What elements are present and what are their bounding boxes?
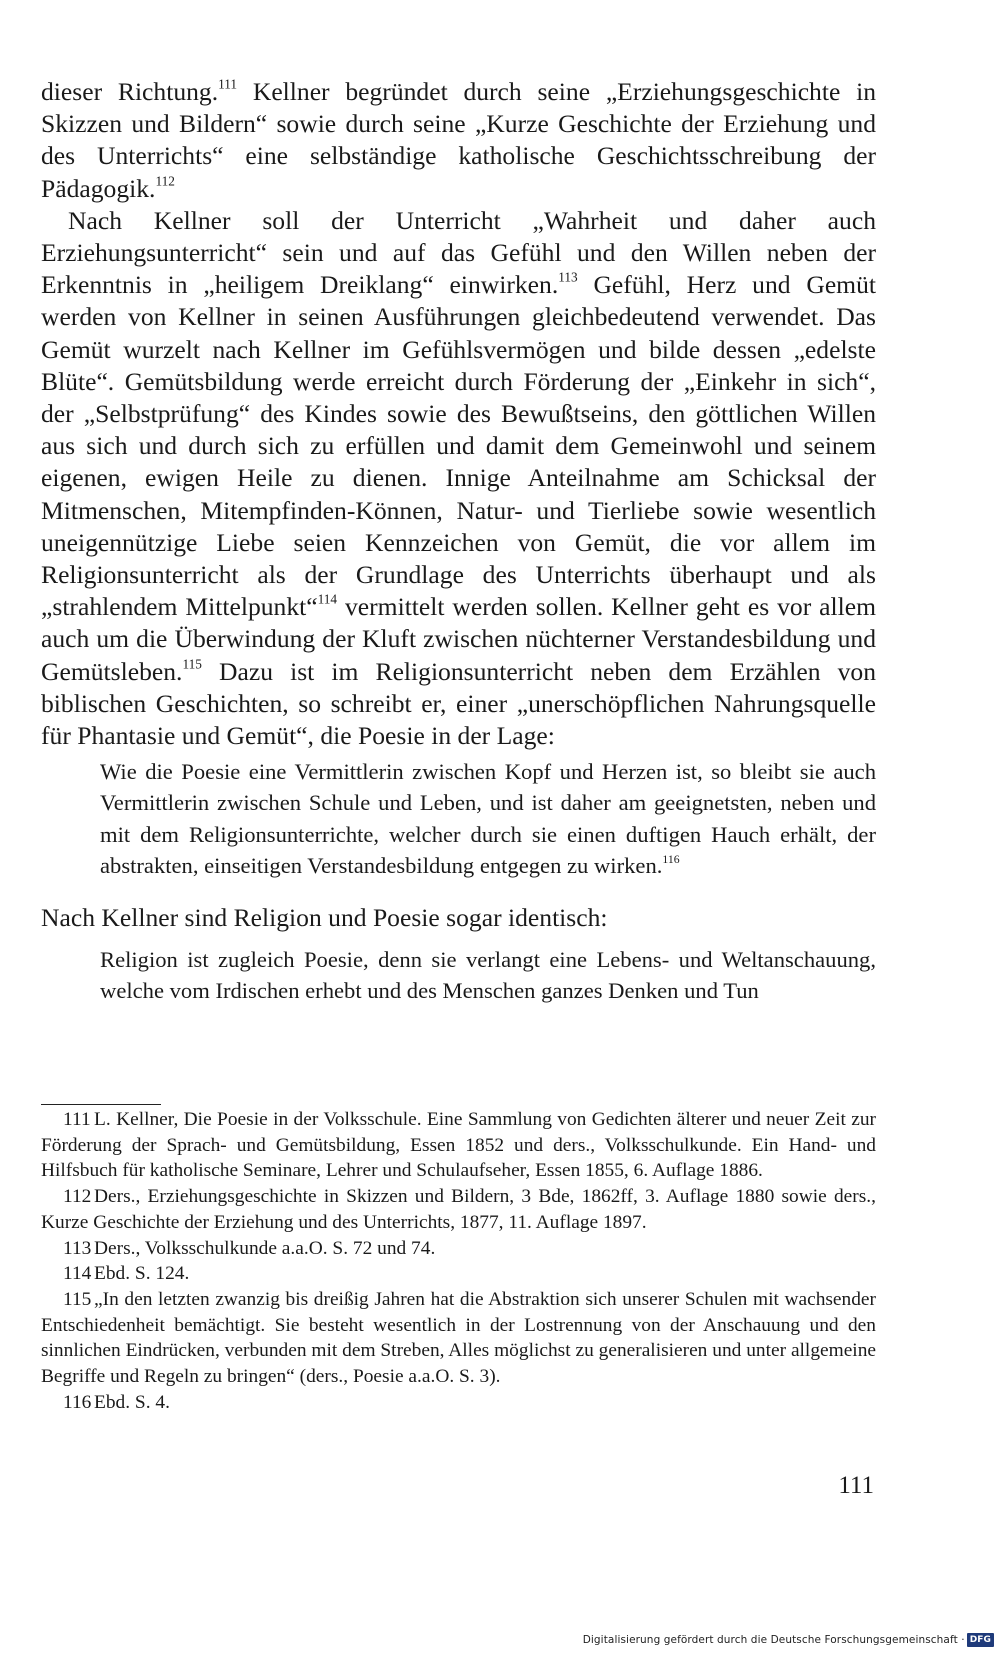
footnote [41,1261,876,1287]
footnote-ref-115: 115 [182,656,202,672]
credit-text: Digitalisierung gefördert durch die Deutsche Forschungsgemeinschaft · [582,1634,965,1646]
footnote-text: Ebd. S. 4. [94,1391,170,1413]
footnote-number: 116 [63,1391,92,1413]
footnote-ref-113: 113 [558,269,578,285]
footnote-separator [41,1104,161,1105]
footnote [41,1287,876,1390]
footnote-ref-116: 116 [662,852,680,866]
footnote-text: Ders., Erziehungsgeschichte in Skizzen und Bildern, 3 Bde, 1862ff, 3. Auflage 1880 sowie ders., Kurze Geschichte der Erziehung und des Unterrichts, 1877, 11. Auflage 1897. [41,1186,876,1233]
footnote-number: 113 [63,1237,92,1259]
footnote-text: Ebd. S. 124. [94,1263,190,1285]
paragraph-1: dieser Richtung.$^{111}$ Kellner begründet durch seine „Erziehungsgeschichte in Skizzen und Bildern“ sowie durch seine „Kurze Geschichte der Erziehung und des Unterrichts“ eine selbständige katholische Geschichtsschreibung der Pädagogik.$^{112}$ [41,76,876,203]
footnote-text: L. Kellner, Die Poesie in der Volksschule. Eine Sammlung von Gedichten älterer und neuer Zeit zur Förderung der Sprach- und Gemütsbildung, Essen 1852 und ders., Volksschulkunde. Ein Hand- und Hilfsbuch für katholische Seminare, Lehrer und Schulaufseher, Essen 1855, 6. Auflage 1886. [41,1109,876,1182]
footnote-number: 112 [63,1186,92,1208]
page-number: 111 [838,1472,874,1499]
paragraph-2: Nach Kellner soll der Unterricht „Wahrheit und daher auch Erziehungsunterricht“ sein und auf das Gefühl und den Willen neben der Erkenntnis in „heiligem Dreiklang“ einwirken.$^{113}$ Gefühl, Herz und Gemüt werden von Kellner in seinen Ausführungen gleichbedeutend verwendet. Das Gemüt wurzelt nach Kellner im Gefühlsvermögen und bilde dessen „edelste Blüte“. Gemütsbildung werde erreicht durch Förderung der „Einkehr in sich“, der „Selbstprüfung“ des Kindes sowie des Bewußtseins, den göttlichen Willen aus sich und durch sich zu erfüllen und damit dem Gemeinwohl und seinem eigenen, ewigen Heile zu dienen. Innige Anteilnahme am Schicksal der Mitmenschen, Mitempfinden-Können, Natur- und Tierliebe sowie wesentlich uneigennützige Liebe seien Kennzeichen von Gemüt, die vor allem im Religionsunterricht als der Grundlage des Unterrichts überhaupt und als „strahlendem Mittelpunkt“$^{114}$ vermittelt werden sollen. Kellner geht es vor allem auch um die Überwindung der Kluft zwischen nüchterner Verstandesbildung und Gemütsleben.$^{115}$ Dazu ist im Religionsunterricht neben dem Erzählen von biblischen Geschichten, so schreibt er, einer „unerschöpflichen Nahrungsquelle für Phantasie und Gemüt“, die Poesie in der Lage: [41,205,877,751]
footnote [41,1390,876,1416]
footnote-ref-112: 112 [155,173,175,189]
footnote-text: Ders., Volksschulkunde a.a.O. S. 72 und 74. [94,1237,436,1259]
footnote-number: 114 [63,1263,92,1285]
block-quote-1: Wie die Poesie eine Vermittlerin zwischen Kopf und Herzen ist, so bleibt sie auch Vermittlerin zwischen Schule und Leben, und ist daher am geeignetsten, neben und mit dem Religionsunterrichte, welcher durch sie einen duftigen Hauch erhält, der abstrakten, einseitigen Verstandesbildung entgegen zu wirken.$^{116}$ [100,759,876,878]
footnotes [41,1107,876,1415]
footnote-number: 115 [63,1288,92,1310]
footnote-ref-111: 111 [218,76,238,92]
footnote-ref-114: 114 [317,591,338,607]
footnote [41,1184,876,1235]
footnote-number: 111 [63,1109,91,1130]
footnote-text: „In den letzten zwanzig bis dreißig Jahren hat die Abstraktion sich unserer Schulen mit wachsender Entschiedenheit bemächtigt. Sie besteht wesentlich in der Lostrennung von der Anschauung und den sinnlichen Eindrücken, verbunden mit dem Streben, Alles möglichst zu generalisieren und unter allgemeine Begriffe und Regeln zu bringen“ (ders., Poesie a.a.O. S. 3). [41,1288,876,1388]
footnote [41,1107,876,1184]
body-text [41,76,876,1007]
dfg-logo-icon: DFG [967,1633,994,1647]
block-quote-2: Religion ist zugleich Poesie, denn sie verlangt eine Lebens- und Weltanschauung, welche vom Irdischen erhebt und des Menschen ganzes Denken und Tun [100,947,876,1004]
footnote [41,1236,876,1262]
paragraph-3: Nach Kellner sind Religion und Poesie sogar identisch: [41,903,608,933]
digitization-credit [583,1633,994,1647]
